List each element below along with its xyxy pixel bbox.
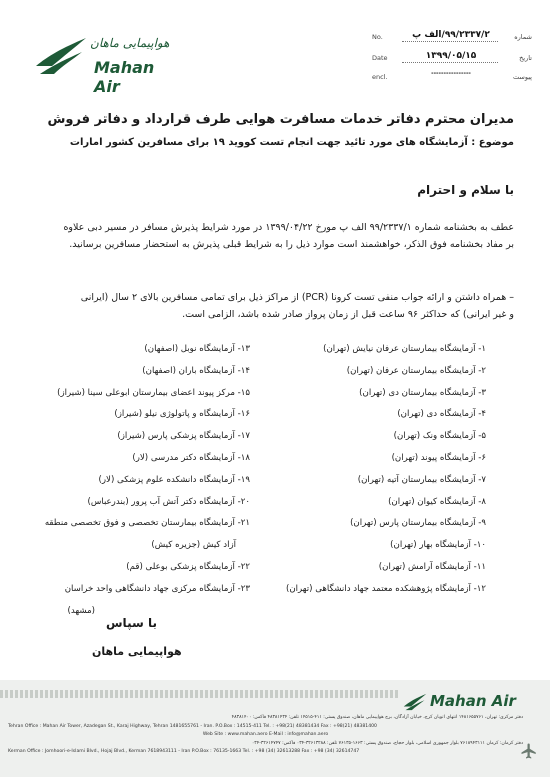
encl-label-en: encl. [372,73,388,81]
paragraph-requirement-line-1: – همراه داشتن و ارائه جواب منفی تست کرونا (PCR) از مراکز ذیل برای تمامی مسافرین بالای ۲ سال (ایرانی [80,292,514,303]
letter-number-row [372,30,532,46]
list-item: ۲۰- آزمایشگاه دکتر آتش آب پرور (بندرعباس) [87,496,250,507]
paragraph-requirement [36,289,514,323]
list-item: ۱۵- مرکز پیوند اعضای بیمارستان ابوعلی سینا (شیراز) [57,387,250,398]
number-label-en: No. [372,33,383,41]
list-item: ۳- آزمایشگاه بیمارستان دی (تهران) [359,387,486,398]
logo-name-en: Mahan Air [94,58,155,96]
footer-bird-logo-icon [402,693,428,711]
footer-logo-en: Mahan Air [430,692,516,710]
list-item: ۱۲- آزمایشگاه پژوهشکده معتمد جهاد دانشگاهی (تهران) [285,583,486,594]
list-item: ۱۸- آزمایشگاه دکتر مدرسی (لار) [132,452,250,463]
paragraph-reference [36,219,514,253]
list-item: ۱۱- آزمایشگاه آرامش (تهران) [378,561,486,572]
signature-name: هواپیمایی ماهان [92,645,182,658]
footer-web: Web Site : www.mahan.aero E-Mail : info@mahan.aero [202,732,329,738]
bird-logo-icon [34,36,88,76]
letter-number: ۹۹/۲۳۳۷/۲/الف پ [412,30,490,40]
list-item: ۹- آزمایشگاه بیمارستان پارس (تهران) [350,518,486,529]
list-item: ۱۰- آزمایشگاه بهار (تهران) [390,540,486,551]
list-item-continuation: (مشهد) [67,605,95,616]
closing-thanks: با سپاس [106,616,157,630]
list-item: ۴- آزمایشگاه دی (تهران) [397,409,486,420]
footer-stripe [0,690,400,698]
letter-addressee: مدیران محترم دفاتر خدمات مسافرت هوایی طرف قرارداد و دفاتر فروش [47,112,514,127]
list-item: ۱۹- آزمایشگاه دانشکده علوم پزشکی (لار) [98,474,250,485]
list-item: ۱۴- آزمایشگاه باران (اصفهان) [142,365,250,376]
footer-tehran-en: Tehran Office : Mahan Air Tower, Azadegan St., Karaj Highway, Tehran 1481655761 - Iran. P.O.Box : 14515-411 Tel. : +98(21) 48381434 Fax : +98(21) 48381400 [8,723,377,729]
paragraph-reference-line-1: عطف به بخشنامه شماره ۹۹/۲۳۳۷/۱ الف پ مورخ ۱۳۹۹/۰۴/۲۲ در مورد شرایط پذیرش مسافر در مسیر دبی علاوه [63,222,514,233]
footer-kerman-en: Kerman Office : Jomhoori-e-Islami Blvd., Hojaj Blvd., Kerman 7618943111 - Iran P.O.Box : 76135-1663 Tel. : +98 (34) 32613288 Fax : +98 (34) 32614747 [8,749,360,755]
list-item: ۱- آزمایشگاه بیمارستان عرفان نیایش (تهران) [323,344,486,354]
list-item: ۲۱- آزمایشگاه بیمارستان تخصصی و فوق تخصصی منطقه [44,518,250,529]
letter-date-row [372,51,532,67]
footer-kerman-fa: دفتر کرمان: کرمان ۷۶۱۸۹۴۳۱۱۱ بلوار جمهوری اسلامی، بلوار حجاج، صندوق پستی: ۱۶۶۳-۷۶۱۳۵ تلفن: ۳۲۶۱۳۲۸۸-۰۳۴ فاکس: ۳۲۶۱۴۷۴۷-۰۳۴ [251,740,523,746]
date-dotted-line [402,62,498,63]
list-item: ۱۳- آزمایشگاه نوبل (اصفهان) [144,344,250,354]
encl-value: ---------------- [431,70,471,77]
list-item: ۷- آزمایشگاه بیمارستان آتیه (تهران) [357,474,486,485]
labs-list-left [35,344,250,627]
logo-name-fa: هواپیمایی ماهان [90,36,170,50]
letter-date: ۱۳۹۹/۰۵/۱۵ [425,51,477,61]
list-item: ۲- آزمایشگاه بیمارستان عرفان (تهران) [346,365,486,376]
number-dotted-line [402,41,498,42]
footer-contact-block [8,714,523,757]
list-item: ۲۳- آزمایشگاه مرکزی جهاد دانشگاهی واحد خراسان [64,583,250,594]
paragraph-reference-line-2: بر مفاد بخشنامه فوق الذکر، خواهشمند است موارد ذیل را به شرایط قبلی پذیرش به استحضار مسافرین برسانید. [69,239,514,250]
footer-tehran-fa: دفتر مرکزی: تهران، ۱۴۸۱۶۵۵۷۶۱ انتهای اتوبان کرج، خیابان آزادگان، برج هواپیمایی ماهان، صندوق پستی: ۴۱۱-۱۴۵۱۵ تلفن: ۴۸۳۸۱۴۳۴ فاکس: ۴۸۳۸۱۴۰۰ [231,715,523,720]
list-item: ۸- آزمایشگاه کیوان (تهران) [388,496,486,507]
encl-label: پیوست [513,73,532,81]
mahan-air-logo [34,30,174,96]
labs-list-right [276,344,486,606]
date-label-en: Date [372,54,388,62]
date-label: تاریخ [519,54,532,62]
list-item: ۲۲- آزمایشگاه پزشکی بوعلی (قم) [126,561,250,572]
letter-encl-row [372,70,532,86]
letter-greeting: با سلام و احترام [417,183,514,197]
paragraph-requirement-line-2: و غیر ایرانی) که حداکثر ۹۶ ساعت قبل از زمان پرواز صادر شده باشد، الزامی است. [182,309,514,320]
list-item: ۱۷- آزمایشگاه پزشکی پارس (شیراز) [117,431,250,442]
airplane-icon [520,742,538,760]
list-item-continuation: آزاد کیش (جزیره کیش) [151,540,236,551]
list-item: ۶- آزمایشگاه پیوند (تهران) [391,452,486,463]
list-item: ۱۶- آزمایشگاه و پاتولوژی نیلو (شیراز) [114,409,250,420]
number-label: شماره [514,33,532,41]
letter-subject: موضوع : آزمایشگاه های مورد تائید جهت انجام تست کووید ۱۹ برای مسافرین کشور امارات [69,137,514,148]
list-item: ۵- آزمایشگاه ونک (تهران) [393,431,486,442]
